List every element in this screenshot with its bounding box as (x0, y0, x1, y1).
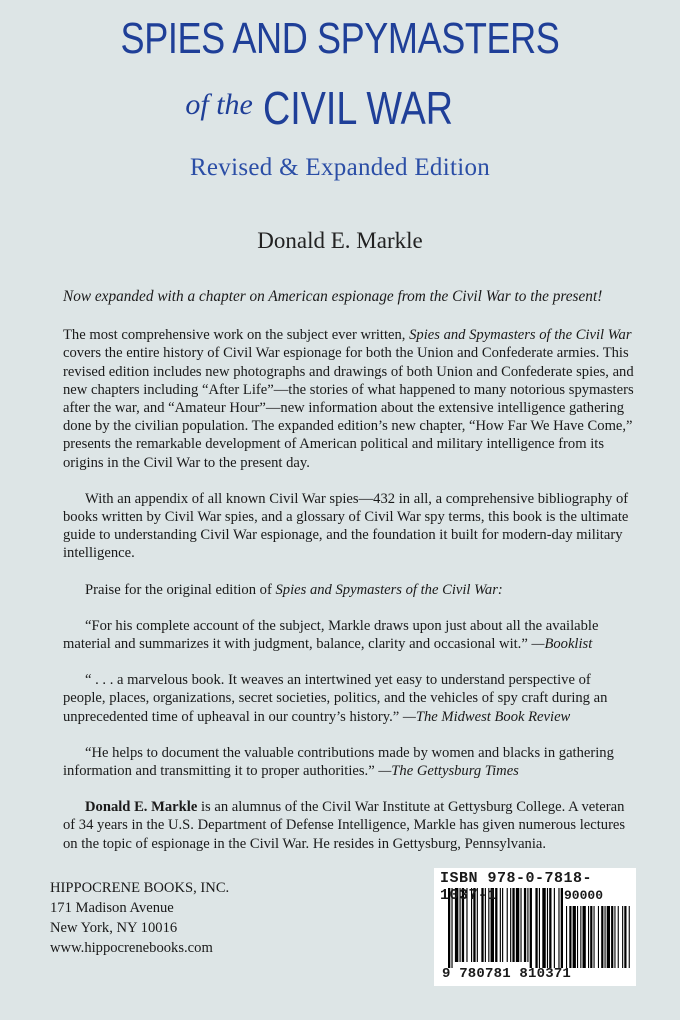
description-rest: covers the entire history of Civil War espionage for both the Union and Confederate armies. This revised edition includes new photographs and drawings of both Union and Confederate spies, and new chapters including “After Life”—the stories of what happened to many notorious spymasters after the war, and “Amateur Hour”—new information about the extensive intelligence gathering done by the civilian population. The expanded edition’s new chapter, “How Far We Have Come,” presents the remarkable development of American political and military intelligence from its origins in the Civil War to the present day. (63, 345, 634, 471)
addon-bar (577, 906, 578, 968)
quote-text: “ . . . a marvelous book. It weaves an intertwined yet easy to understand perspective of people, places, organizations, secret societies, politics, and the vehicles of spy craft during an unprecedented time of upheaval in our country’s history.” (63, 672, 608, 725)
quote-text: “He helps to document the valuable contributions made by women and blacks in gathering information and transmitting it to proper authorities.” (63, 744, 614, 780)
publisher-street: 171 Madison Avenue (50, 900, 174, 916)
publisher-address (50, 878, 229, 958)
ean-digits: 9 780781 810371 (442, 966, 572, 982)
bio-text: is an alumnus of the Civil War Institute at Gettysburg College. A veteran of 34 years in the U.S. Department of Defense Intelligence, Markle has given numerous lectures on the topic of espionage in the Civil War. He resides in Gettysburg, Pennsylvania. (63, 799, 626, 852)
tagline: Now expanded with a chapter on American espionage from the Civil War to the present! (63, 288, 603, 305)
quote-source: —The Gettysburg Times (378, 763, 519, 780)
author-bio (63, 798, 635, 853)
addon-bar (605, 906, 606, 968)
addon-bar (601, 906, 603, 968)
isbn-label: ISBN 978-0-7818-1037-1 (440, 870, 593, 904)
book-title-line2 (0, 78, 680, 150)
addon-bar (607, 906, 610, 968)
addon-bar (622, 906, 623, 968)
praise-heading (63, 581, 635, 599)
publisher-city: New York, NY 10016 (50, 920, 178, 936)
title-of-the: of the (185, 88, 253, 121)
bio-name: Donald E. Markle (85, 799, 198, 816)
addon-bar (580, 906, 581, 968)
addon-bar (594, 906, 595, 968)
publisher-website: www.hippocrenebooks.com (50, 940, 213, 956)
review-quote-booklist (63, 617, 635, 653)
quote-source: —Booklist (531, 636, 593, 653)
addon-bar (611, 906, 613, 968)
review-quote-gettysburg (63, 744, 635, 780)
addon-bar (614, 906, 615, 968)
addon-bar (598, 906, 599, 968)
back-cover-copy (63, 288, 635, 871)
appendix-paragraph: With an appendix of all known Civil War spies—432 in all, a comprehensive bibliography of books written by Civil War spies, and a glossary of Civil War spy terms, this book is the ultimate guide to understanding Civil War espionage, and the foundation it built for modern-day military intelligence. (63, 490, 629, 562)
edition-subtitle: Revised & Expanded Edition (189, 154, 491, 181)
price-addon: 90000 (564, 888, 604, 903)
addon-bar (624, 906, 626, 968)
description-lead: The most comprehensive work on the subject ever written, (63, 327, 406, 344)
praise-book-title: Spies and Spymasters of the Civil War: (275, 581, 503, 598)
title-civil-war: CIVIL WAR (262, 82, 453, 134)
addon-bar (583, 906, 586, 968)
quote-text: “For his complete account of the subject, Markle draws upon just about all the available material and summarizes it with judgment, balance, clarity and occasional wit.” (63, 617, 599, 653)
description-paragraph (63, 326, 635, 472)
isbn-barcode (434, 868, 636, 986)
addon-bar (566, 906, 567, 968)
review-quote-midwest (63, 671, 635, 726)
book-title-line1: SPIES AND SPYMASTERS (120, 14, 560, 63)
addon-bar (569, 906, 571, 968)
quote-source: —The Midwest Book Review (402, 708, 571, 725)
addon-bar (590, 906, 592, 968)
addon-bar (588, 906, 589, 968)
description-book-title: Spies and Spymasters of the Civil War (409, 327, 632, 344)
publisher-name: HIPPOCRENE BOOKS, INC. (50, 880, 230, 896)
author-name: Donald E. Markle (257, 228, 423, 253)
addon-bar (618, 906, 619, 968)
addon-bar (629, 906, 630, 968)
addon-bar (573, 906, 576, 968)
praise-lead: Praise for the original edition of (85, 581, 272, 598)
